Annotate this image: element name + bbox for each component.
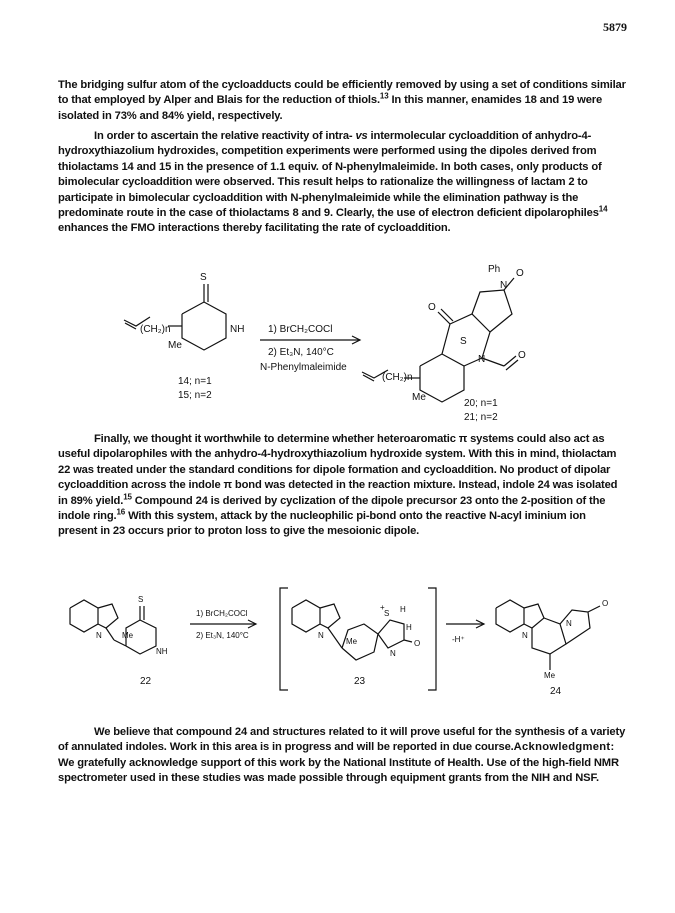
pr-o-1: O [516, 268, 524, 279]
pr-o-2: O [428, 302, 436, 313]
22-methyl: Me [122, 631, 134, 640]
label-23: 23 [354, 676, 366, 687]
paragraph-3: Finally, we thought it worthwhile to determine whether heteroaromatic π systems could also act as useful dipolarophiles with the anhydro-4-hydroxythiazolium hydroxide system. With this in mind, thiolactam 22 was treated under the standard conditions for dipole formation and cycloaddition. No product of dipolar cycloaddition across the indole π bond was detected in the reaction mixture. Instead, indole 24 was isolated in 89% yield.$^{15}$ Compound 24 is derived by cyclization of the dipole precursor 23 onto the 2-position of the indole ring.$^{16}$ With this system, attack by the nucleophilic pi-bond onto the reactive N-acyl iminium ion present in 23 occurs prior to proton loss to give the mesoionic dipole. [58, 433, 618, 538]
scheme-2 [60, 584, 620, 704]
label-15: 15; n=2 [178, 390, 212, 401]
scheme1-reagent-1: 1) BrCH₂COCl [268, 324, 333, 335]
pr-methyl: Me [412, 392, 426, 403]
page-number: 5879 [603, 20, 627, 34]
label-20: 20; n=1 [464, 398, 498, 409]
22-n: N [96, 631, 102, 640]
paragraph-4: We believe that compound 24 and structures related to it will prove useful for the synthesis of a variety of annulated indoles. Work in this area is in progress and will be reported in due course.Acknowledgment: We gratefully acknowledge support of this work by the National Institute of Health. Use of the high-field NMR spectrometer used in these studies was made possible through equipment grants from the NIH and NSF. [58, 726, 626, 785]
24-n: N [566, 619, 572, 628]
pr-sulfur: S [460, 336, 467, 347]
23-n-indole: N [318, 631, 324, 640]
pr-n-imide: N [500, 280, 508, 291]
pr-phenyl: Ph [488, 264, 501, 275]
acknowledgment-text: We gratefully acknowledge support of this work by the National Institute of Health. Use of the high-field NMR spectrometer used in these studies was made possible through equipment grants from the NIH and NSF. [58, 756, 619, 785]
scheme1-reagent-2: 2) Et₃N, 140°C [268, 347, 334, 358]
scheme1-reagent-3: N-Phenylmaleimide [260, 362, 347, 373]
scheme2-reagent-2: 2) Et₃N, 140°C [196, 631, 249, 640]
paragraph-2: In order to ascertain the relative reactivity of intra- vs intermolecular cycloaddition of anhydro-4-hydroxythiazolium hydroxides, competition experiments were performed using the dipoles derived from thiolactams 14 and 15 in the presence of 1.1 equiv. of N-phenylmaleimide. In both cases, only products of bimolecular cycloaddition were observed. This result helps to rationalize the willingness of lactam 2 to participate in bimolecular cycloaddition with N-phenylmaleimide while the elimination pathway is the predominate route in the case of thiolactams 8 and 9. Clearly, the use of electron deficient dipolarophiles$^{14}$ enhances the FMO interactions thereby facilitating the rate of cycloaddition. [58, 130, 608, 235]
23-sulfur: S [384, 609, 390, 618]
22-nh: NH [156, 647, 168, 656]
23-n: N [390, 649, 396, 658]
label-21: 21; n=2 [464, 412, 498, 423]
24-methyl: Me [544, 671, 556, 680]
acknowledgment-heading: Acknowledgment: [513, 741, 615, 754]
sm-nh: NH [230, 324, 245, 335]
23-o: O [414, 639, 421, 648]
sm-chain: (CH₂)n [140, 324, 171, 335]
minus-h: -H⁺ [452, 635, 465, 644]
23-h-2: H [406, 623, 412, 632]
paragraph-1: The bridging sulfur atom of the cycloadducts could be efficiently removed by using a set of conditions similar to that employed by Alper and Blais for the reduction of thiols.$^{13}$ In this manner, enamides 18 and 19 were isolated in 73% and 84% yield, respectively. [58, 79, 626, 122]
label-14: 14; n=1 [178, 376, 212, 387]
pr-o-3: O [518, 350, 526, 361]
label-24: 24 [550, 686, 562, 697]
22-sulfur: S [138, 595, 144, 604]
pr-n-ring: N [478, 354, 486, 365]
sm-sulfur: S [200, 272, 207, 283]
scheme2-reagent-1: 1) BrCH₂COCl [196, 609, 248, 618]
sm-methyl: Me [168, 340, 182, 351]
label-22: 22 [140, 676, 152, 687]
23-plus: + [380, 603, 385, 612]
23-methyl: Me [346, 637, 358, 646]
23-h-1: H [400, 605, 406, 614]
24-n-indole: N [522, 631, 528, 640]
scheme-1 [120, 262, 580, 430]
24-o: O [602, 599, 609, 608]
pr-chain: (CH₂)n [382, 372, 413, 383]
